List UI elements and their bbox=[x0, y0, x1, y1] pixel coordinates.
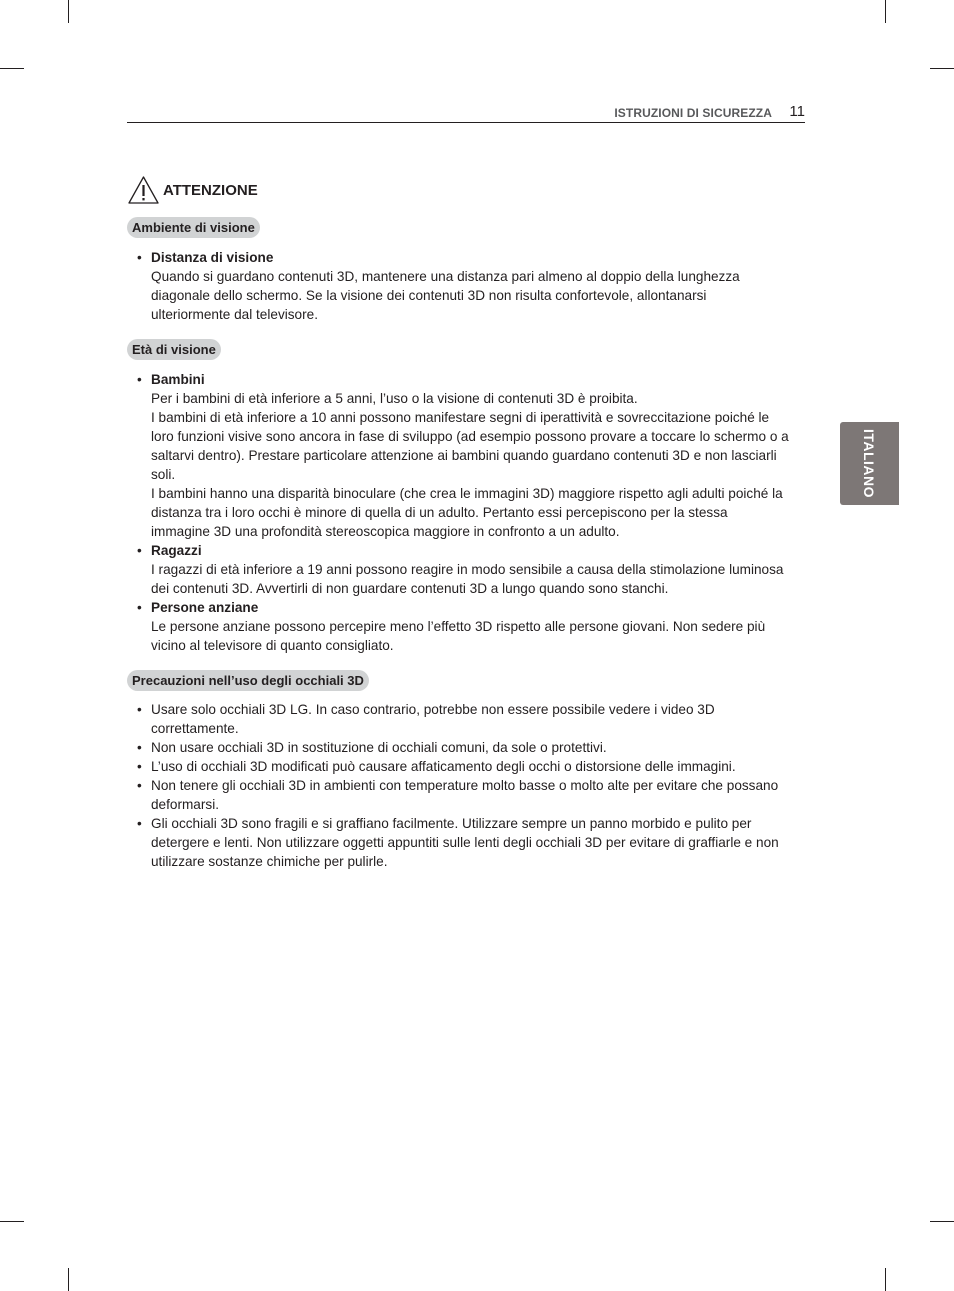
section-heading: Ambiente di visione bbox=[127, 217, 260, 238]
item-text: Per i bambini di età inferiore a 5 anni, l’uso o la visione di contenuti 3D è proibita. bbox=[151, 391, 638, 406]
language-tab-label: ITALIANO bbox=[861, 428, 877, 499]
item-text: • Non usare occhiali 3D in sostituzione di occhiali comuni, da sole o protettivi. bbox=[151, 740, 607, 755]
item-title: • Persone anziane bbox=[151, 600, 259, 615]
item-text: • Gli occhiali 3D sono fragili e si graffiano facilmente. Utilizzare sempre un panno morbido e pulito per detergere e lenti. Non utilizzare oggetti appuntiti sulle lenti degli occhiali 3D per evitare di graffiarle e non utilizzare sostanze chimiche per pulirle. bbox=[151, 816, 779, 869]
section-list bbox=[137, 370, 789, 655]
crop-mark bbox=[0, 1221, 24, 1222]
item-text: • L’uso di occhiali 3D modificati può causare affaticamento degli occhi o distorsione delle immagini. bbox=[151, 759, 736, 774]
crop-mark bbox=[930, 1221, 954, 1222]
item-text: I bambini di età inferiore a 10 anni possono manifestare segni di iperattività e sovreccitazione poiché le loro funzioni visive sono ancora in fase di sviluppo (ad esempio possono provare a toccare lo schermo o a saltarvi dentro). Prestare particolare attenzione ai bambini quando guardano contenuti 3D e non lasciarli soli. bbox=[151, 410, 789, 482]
item-title: • Distanza di visione bbox=[151, 250, 274, 265]
item-text: I ragazzi di età inferiore a 19 anni possono reagire in modo sensibile a causa della stimolazione luminosa dei contenuti 3D. Avvertirli di non guardare contenuti 3D a lungo quando sono stanchi. bbox=[151, 562, 784, 596]
crop-mark bbox=[68, 0, 69, 23]
item-title: • Bambini bbox=[151, 372, 205, 387]
section-list bbox=[137, 700, 789, 871]
crop-mark bbox=[68, 1268, 69, 1291]
header-title: ISTRUZIONI DI SICUREZZA bbox=[614, 106, 772, 120]
warning-heading bbox=[127, 175, 258, 205]
item-title: • Ragazzi bbox=[151, 543, 202, 558]
crop-mark bbox=[930, 68, 954, 69]
warning-triangle-icon bbox=[127, 175, 160, 205]
item-text: • Non tenere gli occhiali 3D in ambienti con temperature molto basse o molto alte per evitare che possano deformarsi. bbox=[151, 778, 779, 812]
page-header bbox=[127, 102, 805, 123]
list-item bbox=[137, 700, 789, 738]
crop-mark bbox=[885, 1268, 886, 1291]
section-list bbox=[137, 248, 789, 324]
warning-label: ATTENZIONE bbox=[163, 181, 258, 199]
list-item bbox=[137, 776, 789, 814]
item-text: • Usare solo occhiali 3D LG. In caso contrario, potrebbe non essere possibile vedere i video 3D correttamente. bbox=[151, 702, 715, 736]
list-item bbox=[137, 370, 789, 541]
list-item bbox=[137, 738, 789, 757]
language-tab bbox=[840, 422, 899, 505]
item-text: I bambini hanno una disparità binoculare (che crea le immagini 3D) maggiore rispetto agli adulti poiché la distanza tra i loro occhi è minore di quella di un adulto. Pertanto essi percepiscono per la stessa immagine 3D una profondità stereoscopica maggiore in confronto a un adulto. bbox=[151, 486, 783, 539]
list-item bbox=[137, 598, 789, 655]
list-item bbox=[137, 814, 789, 871]
section-heading: Precauzioni nell’uso degli occhiali 3D bbox=[127, 670, 369, 691]
item-text: Le persone anziane possono percepire meno l’effetto 3D rispetto alle persone giovani. Non sedere più vicino al televisore di quanto consigliato. bbox=[151, 619, 766, 653]
list-item bbox=[137, 757, 789, 776]
list-item bbox=[137, 248, 789, 324]
page-number: 11 bbox=[789, 103, 805, 120]
crop-mark bbox=[885, 0, 886, 23]
section-heading: Età di visione bbox=[127, 339, 221, 360]
list-item bbox=[137, 541, 789, 598]
item-text: Quando si guardano contenuti 3D, mantenere una distanza pari almeno al doppio della lunghezza diagonale dello schermo. Se la visione dei contenuti 3D non risulta confortevole, allontanarsi ulteriormente dal televisore. bbox=[151, 269, 740, 322]
crop-mark bbox=[0, 68, 24, 69]
